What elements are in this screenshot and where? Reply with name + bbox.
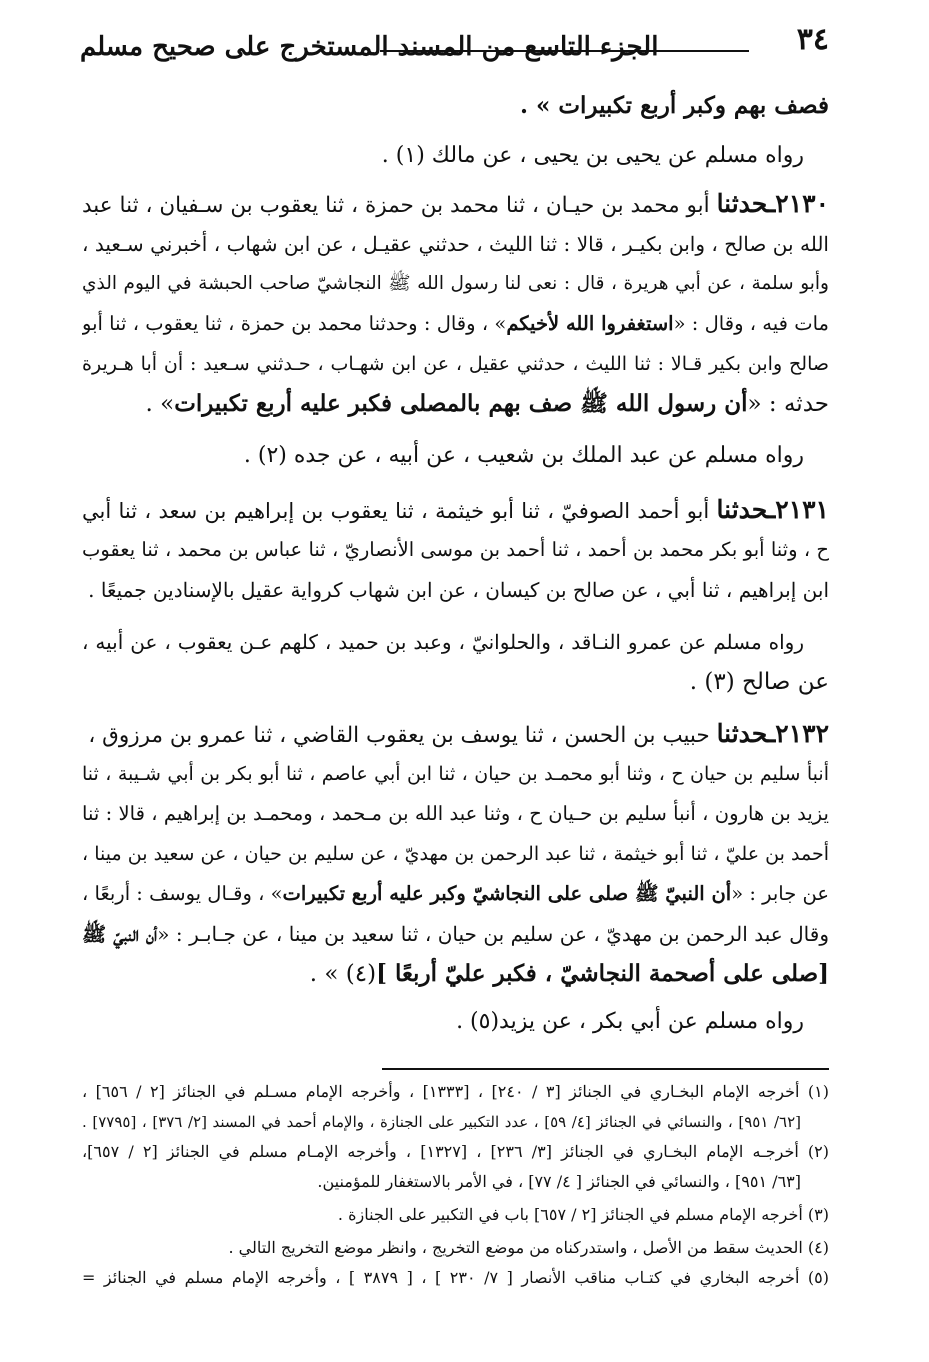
footnote-2: (٢) أخرجـه الإمام البخـاري في الجنائز [٣/ ٢٣٦] ، [١٣٢٧] ، وأخرجه الإمـام مسلم في الجنائز [٢ / ٦٥٧]، [82,1142,829,1161]
haddathana-label: حدثنا [716,719,768,748]
hadith-number: ٢١٣١ [775,495,829,524]
matn-text: [صلى على أصحمة النجاشيّ ، فكبر عليّ أربعًا ] [376,960,829,987]
footnote-2-cont: [٦٣/ ٩٥١] ، والنسائي في الجنائز [ ٤/ ٧٧] ، في الأمر بالاستغفار للمؤمنين. [317,1172,801,1191]
footnote-3: (٣) أخرجه الإمام مسلم في الجنائز [٢ / ٦٥٧] باب في التكبير على الجنازة . [337,1205,829,1224]
reference-line: رواه مسلم عن يحيى بن يحيى ، عن مالك (١) . [381,143,804,168]
reference-line: عن صالح (٣) . [689,669,829,695]
footnote-5: (٥) أخرجه البخاري في كتـاب مناقب الأنصار [ ٧/ ٢٣٠ ] ، [ ٣٨٧٩ ] ، وأخرجه الإمام مسلم في الجنائز = [82,1268,829,1287]
hadith-2132-line-7: [صلى على أصحمة النجاشيّ ، فكبر عليّ أربعًا ](٤) » . [309,960,829,987]
hadith-2130-line-2: الله بن صالح ، وابن بكيـر ، قالا : ثنا الليث ، حدثني عقيـل ، عن ابن شهاب ، أخبرني سـعيد ، [82,232,829,256]
hadith-2130-line-1: ٢١٣٠ـحدثنا أبو محمد بن حيـان ، ثنا محمد بن حمزة ، ثنا يعقوب بن سـفيان ، ثنا عبد [82,189,829,218]
haddathana-label: حدثنا [716,189,768,218]
reference-line: رواه مسلم عن عمرو النـاقد ، والحلوانيّ ، وعبد بن حميد ، كلهم عـن يعقوب ، عن أبيه ، [82,630,804,654]
hadith-2132-line-1: ٢١٣٢ـحدثنا حبيب بن الحسن ، ثنا يوسف بن يعقوب القاضي ، ثنا عمرو بن مرزوق ، [88,719,829,748]
matn-text: أن النبيّ ﷺ صلى على النجاشيّ وكبر عليه أربع تكبيرات [282,882,732,905]
page-number: ٣٤ [796,22,829,57]
matn-text: استغفروا الله لأخيكم [506,312,674,335]
matn-text: أن النبيّ ﷺ [82,922,158,946]
hadith-2131-line-1: ٢١٣١ـحدثنا أبو أحمد الصوفيّ ، ثنا أبو خيثمة ، ثنا يعقوب بن إبراهيم بن سعد ، ثنا أبي [82,495,829,524]
haddathana-label: حدثنا [716,495,768,524]
hadith-2130-line-6: حدثه : «أن رسول الله ﷺ صف بهم بالمصلى فكبر عليه أربع تكبيرات» . [145,390,829,417]
footnote-1-cont: [٦٢/ ٩٥١] ، والنسائي في الجنائز [٤/ ٥٩] ، عدد التكبير على الجنازة ، والإمام أحمد في المسند [٢/ ٣٧٦] ، [٧٧٩٥] . [82,1113,801,1131]
hadith-2132-line-3: يزيد بن هارون ، أنبأ سليم بن حـيان ح ، وثنا عبد الله بن مـحمد ، ومحمـد بن إبراهيم ، قالا : ثنا [82,802,829,825]
footnote-1: (١) أخرجه الإمام البخـاري في الجنائز [٣ / ٢٤٠] ، [١٣٣٣] ، وأخرجه الإمام مسـلم في الجنائز [٢ / ٦٥٦] ، [82,1082,829,1101]
hadith-number: ٢١٣٠ [775,189,829,218]
reference-line: رواه مسلم عن أبي بكر ، عن يزيد(٥) . [456,1009,804,1034]
hadith-2132-line-2: أنبأ سليم بن حيان ح ، وثنا أبو محمـد بن حيان ، ثنا ابن أبي عاصم ، ثنا أبو بكر بن أبي شـيبة ، ثنا [82,763,829,785]
hadith-2130-line-4: مات فيه ، وقال : «استغفروا الله لأخيكم» ، وقال : وحدثنا محمد بن حمزة ، ثنا يعقوب ، ثنا أبو [82,312,829,335]
matn-text: أن رسول الله ﷺ صف بهم بالمصلى فكبر عليه أربع تكبيرات [174,390,748,417]
hadith-2130-line-3: وأبو سلمة ، عن أبي هريرة ، قال : نعى لنا رسول الله ﷺ النجاشيّ صاحب الحبشة في اليوم الذي [82,273,829,294]
footnote-4: (٤) الحديث سقط من الأصل ، واستدركناه من موضع التخريج ، وانظر موضع التخريج التالي . [228,1238,829,1257]
footnote-rule [382,1068,829,1070]
hadith-2132-line-4: أحمد بن عليّ ، ثنا أبو خيثمة ، ثنا عبد الرحمن بن مهديّ ، عن سليم بن حيان ، عن سعيد بن مينا ، [82,843,829,865]
hadith-2132-line-6: وقال عبد الرحمن بن مهديّ ، عن سليم بن حيان ، ثنا سعيد بن مينا ، عن جـابـر : «أن النبيّ ﷺ [82,922,829,946]
hadith-2130-line-5: صالح وابن بكير قـالا : ثنا الليث ، حدثني عقيل ، عن ابن شهـاب ، حـدثني سـعيد : أن أبا هـريرة [82,353,829,375]
hadith-number: ٢١٣٢ [775,719,829,748]
reference-line: رواه مسلم عن عبد الملك بن شعيب ، عن أبيه ، عن جده (٢) . [243,443,804,468]
page-header [80,22,829,72]
running-title: الجزء التاسع من المسند المستخرج على صحيح مسلم [80,32,659,62]
hadith-2132-line-5: عن جابر : «أن النبيّ ﷺ صلى على النجاشيّ وكبر عليه أربع تكبيرات» ، وقـال يوسف : أربعًا ، [82,882,829,905]
hadith-2131-line-2: ح ، وثنا أبو بكر محمد بن أحمد ، ثنا أحمد بن موسى الأنصاريّ ، ثنا عباس بن محمد ، ثنا يعقوب [82,538,829,561]
hadith-2131-line-3: ابن إبراهيم ، ثنا أبي ، عن صالح بن كيسان ، عن ابن شهاب كرواية عقيل بالإسنادين جميعًا . [88,578,829,602]
text-line: فصف بهم وكبر أربع تكبيرات » . [519,92,829,119]
